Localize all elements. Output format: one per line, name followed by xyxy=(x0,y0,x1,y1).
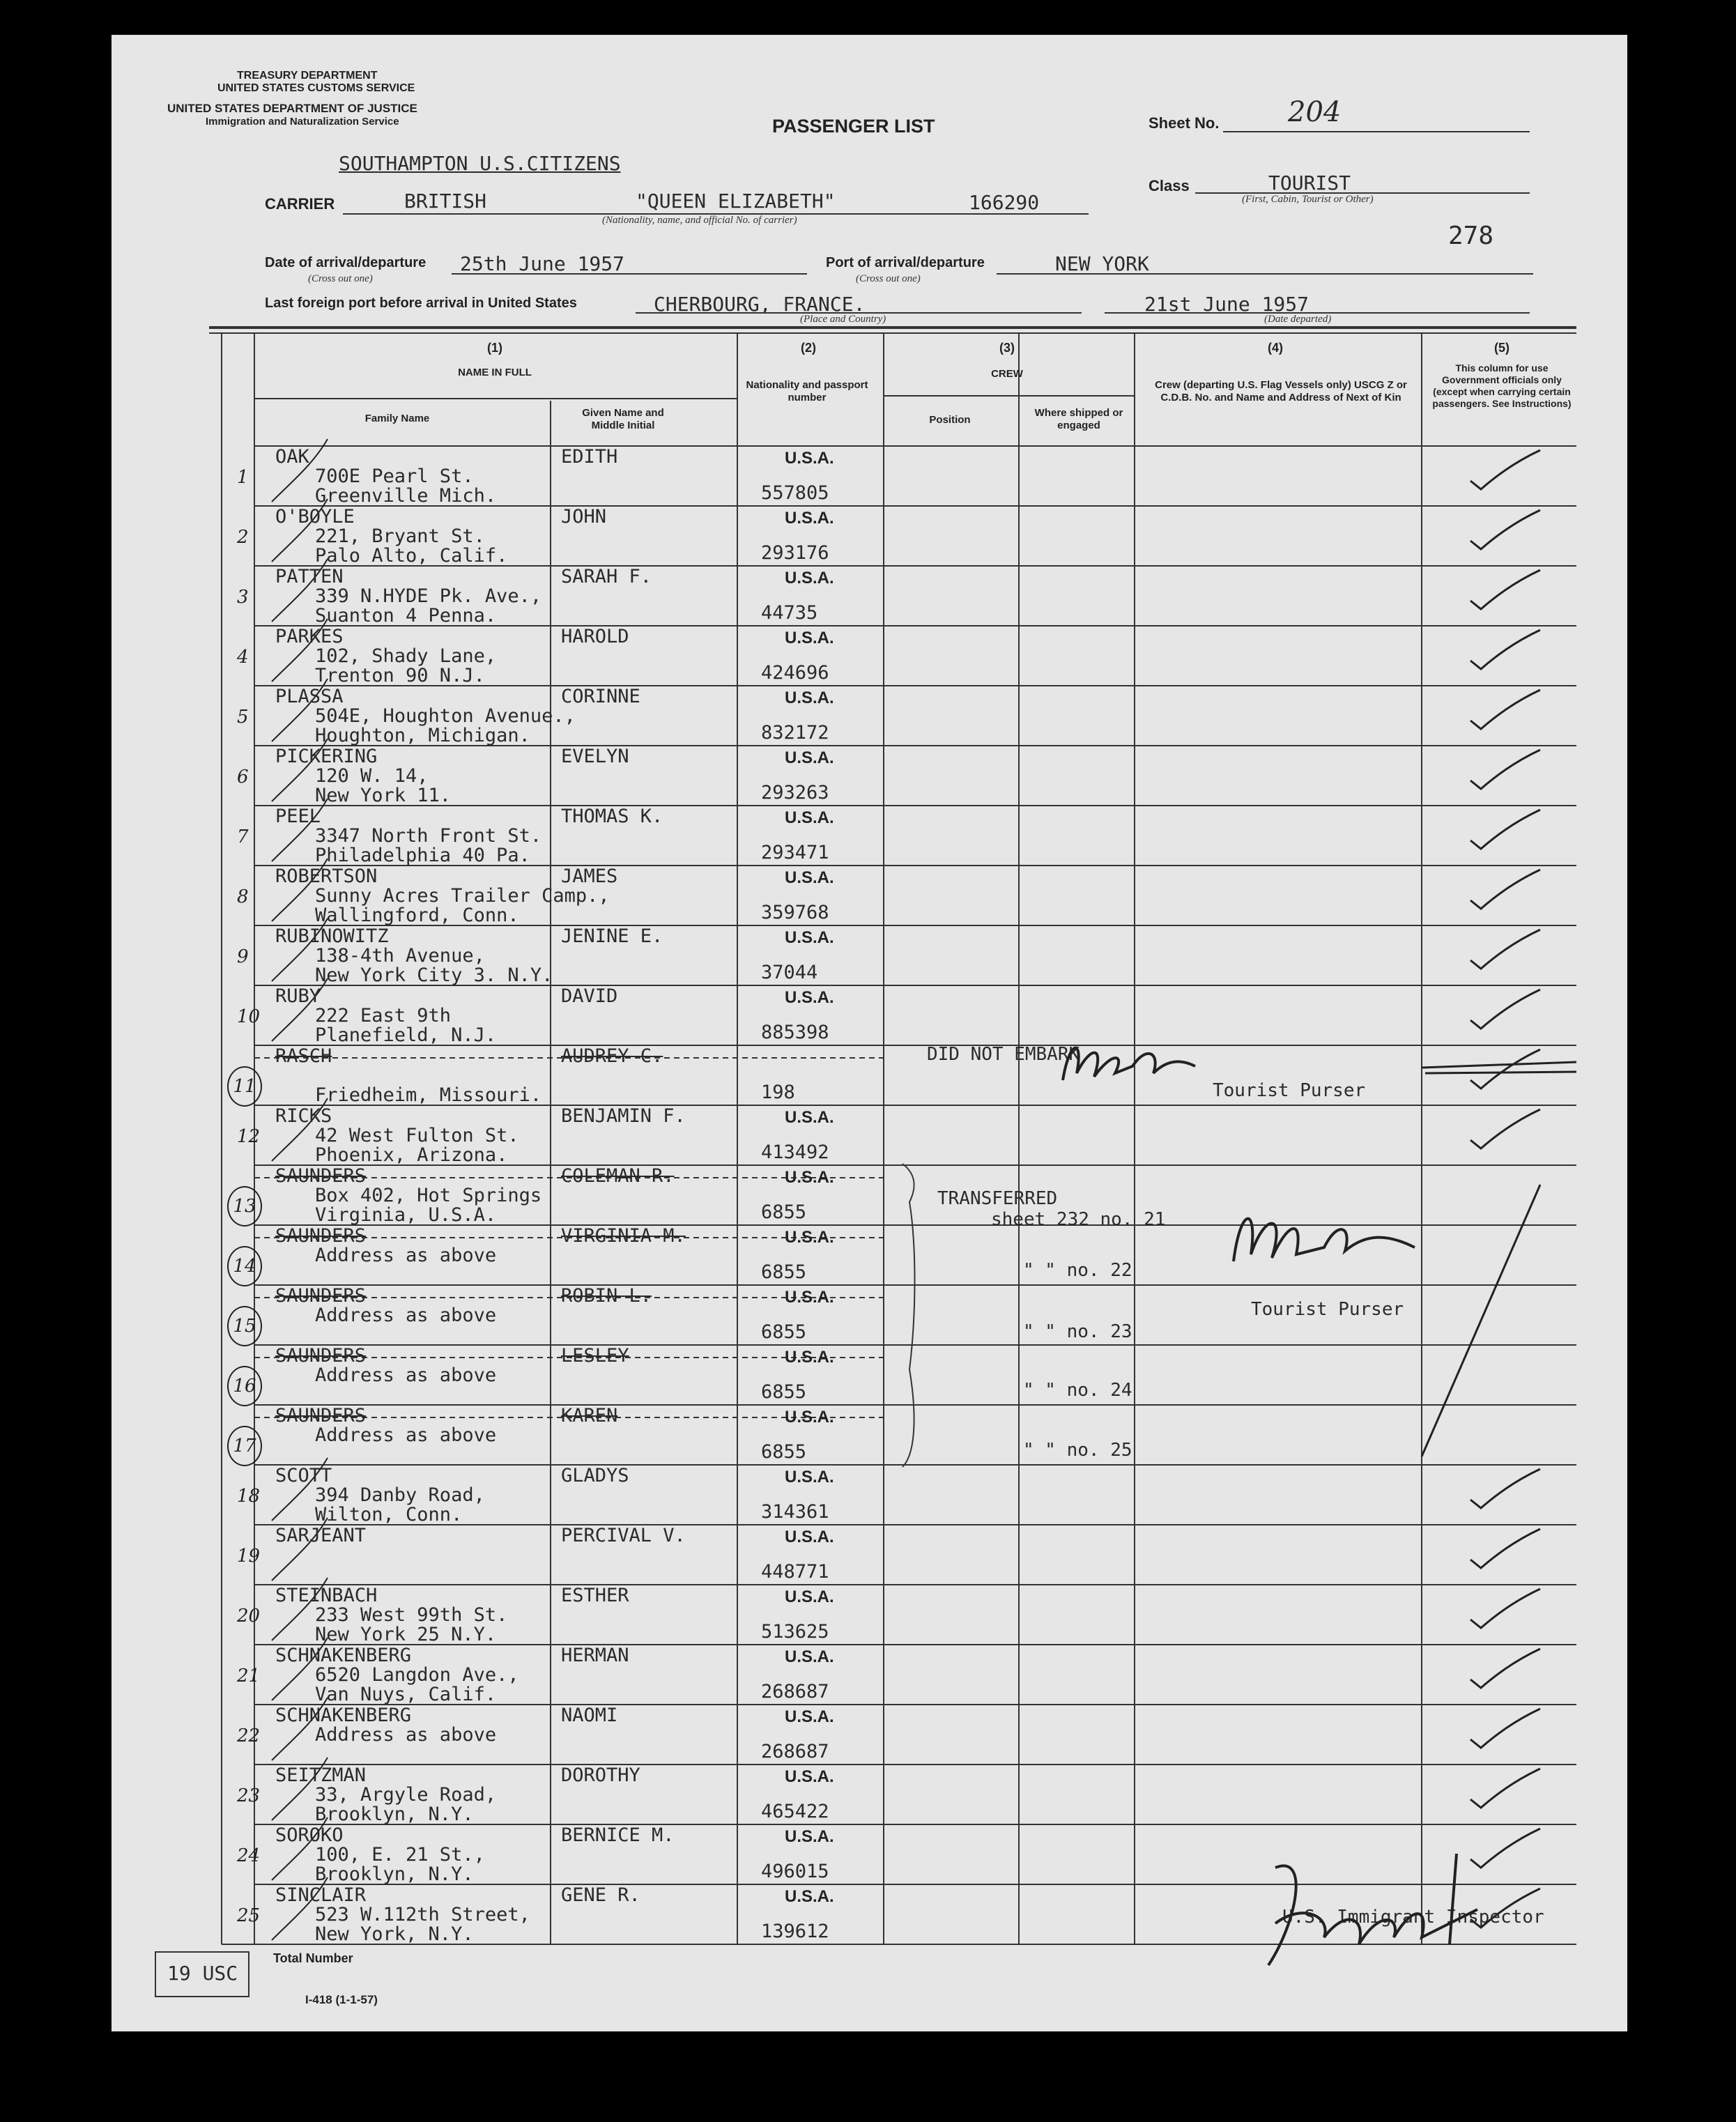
usc-stamp-text: 19 USC xyxy=(167,1962,238,1985)
passport-number: 293263 xyxy=(761,782,829,804)
passport-number: 496015 xyxy=(761,1861,829,1882)
given-name: LESLEY xyxy=(561,1345,629,1367)
family-name: SCOTT xyxy=(275,1465,332,1486)
transfer-ref-24: " " no. 24 xyxy=(1023,1380,1132,1401)
family-name: PLASSA xyxy=(275,686,344,707)
nationality: U.S.A. xyxy=(785,1647,834,1666)
inspector-title: U.S. Immigrant Inspector xyxy=(1282,1907,1544,1928)
class-caption: (First, Cabin, Tourist or Other) xyxy=(1242,194,1374,205)
family-name: SAUNDERS xyxy=(275,1165,367,1187)
carrier-number: 166290 xyxy=(969,191,1040,214)
address-line-1: Address as above xyxy=(315,1724,497,1746)
given-name: CORINNE xyxy=(561,686,640,707)
passport-number: 6855 xyxy=(761,1381,807,1403)
row-number: 18 xyxy=(237,1486,261,1507)
address-line-2: Suanton 4 Penna. xyxy=(315,605,497,626)
col-given-name: Given Name and Middle Initial xyxy=(582,407,664,431)
transfer-ref-25: " " no. 25 xyxy=(1023,1440,1132,1461)
nationality: U.S.A. xyxy=(785,748,834,767)
given-name: COLEMAN R. xyxy=(561,1165,675,1187)
nationality: U.S.A. xyxy=(785,1288,834,1307)
address-line-1: 6520 Langdon Ave., xyxy=(315,1664,519,1686)
nationality: U.S.A. xyxy=(785,1707,834,1726)
nationality: U.S.A. xyxy=(785,1887,834,1906)
given-name: HAROLD xyxy=(561,626,629,647)
transferred-note: TRANSFERRED xyxy=(937,1188,1058,1209)
address-line-1: 700E Pearl St. xyxy=(315,466,474,487)
passport-number: 6855 xyxy=(761,1201,807,1223)
row-number: 11 xyxy=(227,1066,262,1107)
sheet-no-label: Sheet No. xyxy=(1149,114,1220,132)
port-label: Port of arrival/departure xyxy=(826,255,985,270)
carrier-label: CARRIER xyxy=(265,195,335,213)
nationality: U.S.A. xyxy=(785,868,834,887)
address-line-2: Van Nuys, Calif. xyxy=(315,1684,497,1705)
address-line-1: 3347 North Front St. xyxy=(315,825,542,847)
address-line-1: 233 West 99th St. xyxy=(315,1604,508,1626)
nationality: U.S.A. xyxy=(785,1767,834,1786)
address-line-1: 222 East 9th xyxy=(315,1005,452,1027)
given-name: EVELYN xyxy=(561,746,629,767)
given-name: BENJAMIN F. xyxy=(561,1105,686,1127)
arrival-date-value: 25th June 1957 xyxy=(460,252,625,275)
family-name: SOROKO xyxy=(275,1824,344,1846)
row-number: 13 xyxy=(227,1186,262,1227)
last-port-caption: (Place and Country) xyxy=(800,314,886,325)
transfer-bracket xyxy=(896,1160,930,1474)
address-line-2: New York, N.Y. xyxy=(315,1923,474,1945)
family-name: SCHNAKENBERG xyxy=(275,1705,412,1726)
row-number: 17 xyxy=(227,1426,262,1466)
address-line-1: 504E, Houghton Avenue., xyxy=(315,705,576,727)
family-name: SARJEANT xyxy=(275,1525,367,1546)
class-value: TOURIST xyxy=(1268,171,1351,194)
class-label: Class xyxy=(1149,177,1190,194)
row-number: 8 xyxy=(237,886,249,907)
port-value: NEW YORK xyxy=(1055,252,1149,275)
address-line-1: Address as above xyxy=(315,1364,497,1386)
given-name: GENE R. xyxy=(561,1884,640,1906)
given-name: PERCIVAL V. xyxy=(561,1525,686,1546)
family-name: PARKES xyxy=(275,626,344,647)
departed-caption: (Date departed) xyxy=(1264,314,1332,325)
family-name: SAUNDERS xyxy=(275,1345,367,1367)
family-name: PATTEN xyxy=(275,566,344,587)
col-position: Position xyxy=(929,414,971,426)
given-name: DOROTHY xyxy=(561,1765,640,1786)
col1-number: (1) xyxy=(487,341,502,355)
given-name: ROBIN L. xyxy=(561,1285,652,1307)
row-number: 19 xyxy=(237,1546,261,1567)
passport-number: 832172 xyxy=(761,722,829,744)
passport-number: 6855 xyxy=(761,1441,807,1463)
address-line-2: Houghton, Michigan. xyxy=(315,725,530,746)
address-line-1: 339 N.HYDE Pk. Ave., xyxy=(315,585,542,607)
agency-line-2: UNITED STATES CUSTOMS SERVICE xyxy=(217,82,415,94)
did-not-embark-note: DID NOT EMBARK xyxy=(927,1044,1080,1065)
row-number: 5 xyxy=(237,707,249,728)
row-number: 9 xyxy=(237,946,249,967)
nationality: U.S.A. xyxy=(785,1108,834,1127)
passport-number: 6855 xyxy=(761,1321,807,1343)
nationality: U.S.A. xyxy=(785,1228,834,1247)
row-number: 3 xyxy=(237,587,249,608)
address-line-2: Friedheim, Missouri. xyxy=(315,1084,542,1106)
purser-title-2: Tourist Purser xyxy=(1251,1299,1404,1320)
passport-number: 424696 xyxy=(761,662,829,684)
passport-number: 139612 xyxy=(761,1921,829,1942)
address-line-2: Brooklyn, N.Y. xyxy=(315,1863,474,1885)
family-name: PICKERING xyxy=(275,746,378,767)
nationality: U.S.A. xyxy=(785,1408,834,1427)
given-name: KAREN xyxy=(561,1405,618,1427)
purser-signature-1 xyxy=(1056,1024,1202,1101)
nationality: U.S.A. xyxy=(785,629,834,647)
address-line-1: Address as above xyxy=(315,1305,497,1326)
family-name: SINCLAIR xyxy=(275,1884,367,1906)
family-name: RUBINOWITZ xyxy=(275,925,389,947)
family-name: OAK xyxy=(275,446,309,468)
nationality: U.S.A. xyxy=(785,1348,834,1367)
address-line-2: Planefield, N.J. xyxy=(315,1024,497,1046)
address-line-2: Palo Alto, Calif. xyxy=(315,545,508,567)
family-name: SAUNDERS xyxy=(275,1405,367,1427)
last-port-label: Last foreign port before arrival in United States xyxy=(265,295,577,311)
row-number: 20 xyxy=(237,1606,261,1627)
address-line-2: Trenton 90 N.J. xyxy=(315,665,485,686)
col-family-name: Family Name xyxy=(364,413,430,424)
row-number: 2 xyxy=(237,527,249,548)
family-name: ROBERTSON xyxy=(275,866,378,887)
row-number: 10 xyxy=(237,1006,261,1027)
passport-number: 885398 xyxy=(761,1022,829,1043)
purser-signature-2 xyxy=(1220,1192,1429,1282)
given-name: JOHN xyxy=(561,506,607,528)
passport-number: 465422 xyxy=(761,1801,829,1822)
passport-number: 314361 xyxy=(761,1501,829,1523)
col3-number: (3) xyxy=(999,341,1015,355)
family-name: RASCH xyxy=(275,1045,332,1067)
given-name: AUDREY C. xyxy=(561,1045,663,1067)
sheet-no-value: 204 xyxy=(1288,96,1342,128)
arrival-date-caption: (Cross out one) xyxy=(308,273,373,284)
passport-number: 44735 xyxy=(761,602,818,624)
nationality: U.S.A. xyxy=(785,569,834,587)
col5-title: This column for use Government officials only (except when carrying certain passengers. See Instructions) xyxy=(1432,362,1572,409)
given-name: ESTHER xyxy=(561,1585,629,1606)
nationality: U.S.A. xyxy=(785,1168,834,1187)
purser-title-1: Tourist Purser xyxy=(1213,1080,1366,1101)
col5-transfer-stroke xyxy=(1408,1178,1547,1470)
nationality: U.S.A. xyxy=(785,1468,834,1486)
col2-number: (2) xyxy=(801,341,816,355)
agency-line-1: TREASURY DEPARTMENT xyxy=(237,70,378,82)
transfer-ref-23: " " no. 23 xyxy=(1023,1321,1132,1342)
given-name: HERMAN xyxy=(561,1645,629,1666)
address-line-1: 120 W. 14, xyxy=(315,765,429,787)
family-name: O'BOYLE xyxy=(275,506,355,528)
col1-title: NAME IN FULL xyxy=(458,367,532,378)
given-name: JAMES xyxy=(561,866,618,887)
row-number: 24 xyxy=(237,1845,261,1866)
nationality: U.S.A. xyxy=(785,449,834,468)
transfer-ref-21: sheet 232 no. 21 xyxy=(991,1209,1166,1230)
row-number: 21 xyxy=(237,1666,261,1686)
address-line-2: Phoenix, Arizona. xyxy=(315,1144,508,1166)
passport-number: 448771 xyxy=(761,1561,829,1583)
address-line-2: Greenville Mich. xyxy=(315,485,497,507)
form-title: PASSENGER LIST xyxy=(772,116,935,137)
given-name: VIRGINIA M. xyxy=(561,1225,686,1247)
address-line-1: 523 W.112th Street, xyxy=(315,1904,530,1925)
family-name: SAUNDERS xyxy=(275,1225,367,1247)
passport-number: 359768 xyxy=(761,902,829,923)
address-line-1: 221, Bryant St. xyxy=(315,525,485,547)
agency-line-4: Immigration and Naturalization Service xyxy=(206,116,399,128)
nationality: U.S.A. xyxy=(785,1528,834,1546)
passport-number: 268687 xyxy=(761,1681,829,1702)
given-name: BERNICE M. xyxy=(561,1824,675,1846)
address-line-1: 394 Danby Road, xyxy=(315,1484,485,1506)
family-name: PEEL xyxy=(275,806,321,827)
given-name: JENINE E. xyxy=(561,925,663,947)
passport-number: 557805 xyxy=(761,482,829,504)
nationality: U.S.A. xyxy=(785,1587,834,1606)
port-caption: (Cross out one) xyxy=(856,273,921,284)
nationality: U.S.A. xyxy=(785,689,834,707)
nationality: U.S.A. xyxy=(785,509,834,528)
col4-title: Crew (departing U.S. Flag Vessels only) USCG Z or C.D.B. No. and Name and Address of Next of Kin xyxy=(1155,379,1407,403)
total-number-label: Total Number xyxy=(273,1951,353,1965)
row-number: 7 xyxy=(237,826,249,847)
given-name: DAVID xyxy=(561,985,618,1007)
address-line-1: 33, Argyle Road, xyxy=(315,1784,497,1806)
address-line-1: Address as above xyxy=(315,1424,497,1446)
given-name: NAOMI xyxy=(561,1705,618,1726)
list-subtitle: SOUTHAMPTON U.S.CITIZENS xyxy=(339,152,621,175)
carrier-name: "QUEEN ELIZABETH" xyxy=(636,190,836,213)
address-line-1: Box 402, Hot Springs xyxy=(315,1185,542,1206)
col4-number: (4) xyxy=(1268,341,1283,355)
col3-title: CREW xyxy=(991,368,1023,380)
family-name: SAUNDERS xyxy=(275,1285,367,1307)
row-number: 4 xyxy=(237,647,249,668)
nationality: U.S.A. xyxy=(785,928,834,947)
row-number: 22 xyxy=(237,1725,261,1746)
departed-value: 21st June 1957 xyxy=(1144,293,1309,316)
row-number: 16 xyxy=(227,1366,262,1406)
family-name: RUBY xyxy=(275,985,321,1007)
address-line-2: New York City 3. N.Y. xyxy=(315,964,553,986)
family-name: STEINBACH xyxy=(275,1585,378,1606)
passport-number: 413492 xyxy=(761,1141,829,1163)
row-number: 6 xyxy=(237,767,249,787)
transfer-ref-22: " " no. 22 xyxy=(1023,1260,1132,1281)
address-line-1: Address as above xyxy=(315,1245,497,1266)
row-number: 23 xyxy=(237,1785,261,1806)
address-line-2: Wallingford, Conn. xyxy=(315,905,519,926)
passport-number: 37044 xyxy=(761,962,818,983)
given-name: SARAH F. xyxy=(561,566,652,587)
address-line-2: Philadelphia 40 Pa. xyxy=(315,845,530,866)
col2-title: Nationality and passport number xyxy=(746,379,868,403)
carrier-nationality: BRITISH xyxy=(404,190,487,213)
passport-number: 293176 xyxy=(761,542,829,564)
agency-line-3: UNITED STATES DEPARTMENT OF JUSTICE xyxy=(167,102,417,115)
arrival-date-label: Date of arrival/departure xyxy=(265,255,427,270)
page-number: 278 xyxy=(1448,222,1494,250)
address-line-2: Wilton, Conn. xyxy=(315,1504,463,1525)
passport-number: 268687 xyxy=(761,1741,829,1762)
address-line-1: 42 West Fulton St. xyxy=(315,1125,519,1146)
nationality: U.S.A. xyxy=(785,808,834,827)
given-name: EDITH xyxy=(561,446,618,468)
address-line-2: Brooklyn, N.Y. xyxy=(315,1804,474,1825)
family-name: SEITZMAN xyxy=(275,1765,367,1786)
given-name: GLADYS xyxy=(561,1465,629,1486)
address-line-2: Virginia, U.S.A. xyxy=(315,1204,497,1226)
address-line-1: 102, Shady Lane, xyxy=(315,645,497,667)
row-number: 25 xyxy=(237,1905,261,1926)
address-line-2: New York 25 N.Y. xyxy=(315,1624,497,1645)
row-number: 1 xyxy=(237,467,249,488)
family-name: SCHNAKENBERG xyxy=(275,1645,412,1666)
last-port-value: CHERBOURG, FRANCE. xyxy=(654,293,866,316)
col-where-shipped: Where shipped or engaged xyxy=(1034,407,1123,431)
row-number: 15 xyxy=(227,1306,262,1346)
nationality: U.S.A. xyxy=(785,1827,834,1846)
row-number: 12 xyxy=(237,1126,261,1147)
address-line-1: 138-4th Avenue, xyxy=(315,945,485,967)
passport-number: 513625 xyxy=(761,1621,829,1643)
passport-number: 6855 xyxy=(761,1261,807,1283)
inspector-signature xyxy=(1247,1840,1498,1979)
passport-number: 293471 xyxy=(761,842,829,863)
carrier-caption: (Nationality, name, and official No. of carrier) xyxy=(602,215,797,226)
col5-number: (5) xyxy=(1494,341,1510,355)
nationality: U.S.A. xyxy=(785,988,834,1007)
given-name: THOMAS K. xyxy=(561,806,663,827)
form-number: I-418 (1-1-57) xyxy=(305,1993,378,2006)
address-line-2: New York 11. xyxy=(315,785,452,806)
address-line-1: 100, E. 21 St., xyxy=(315,1844,485,1866)
row-number: 14 xyxy=(227,1246,262,1286)
address-line-1: Sunny Acres Trailer Camp., xyxy=(315,885,610,907)
family-name: RICKS xyxy=(275,1105,332,1127)
passport-number: 198 xyxy=(761,1082,795,1103)
